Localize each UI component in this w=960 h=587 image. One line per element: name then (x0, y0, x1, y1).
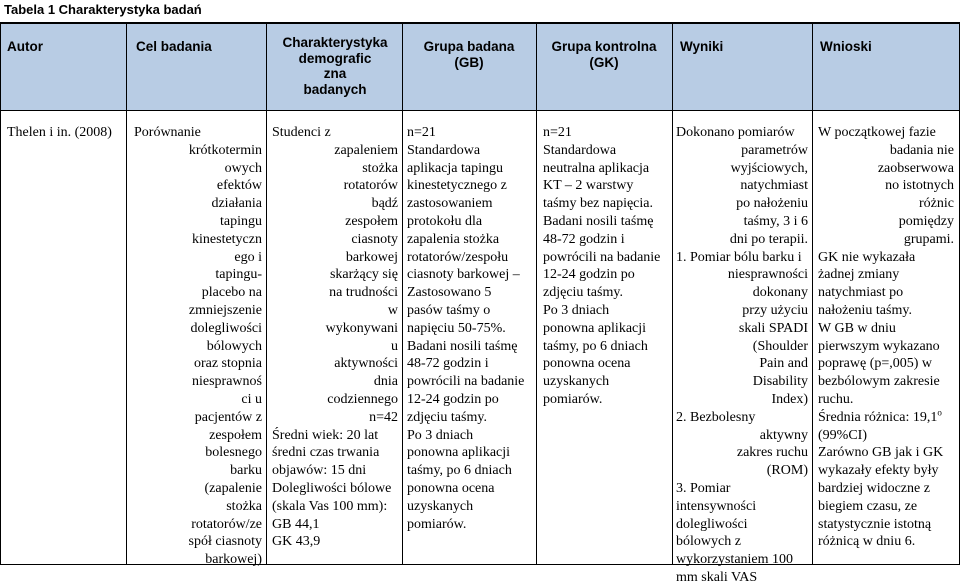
cell-line: Pain and (759, 356, 808, 372)
cell-line: uzyskanych (407, 498, 474, 514)
cell-line: niesprawnoś (192, 374, 262, 390)
cell-line: 2. Bezbolesny (676, 409, 756, 425)
cell-line: biegiem czasu, ze (818, 498, 918, 514)
cell-line: barkowej (345, 249, 398, 265)
cell-line: różnic (919, 196, 954, 212)
cell-line: Po 3 dniach (543, 302, 610, 318)
cell-line: protokołu dla (407, 213, 483, 229)
cell-line: n=21 (543, 125, 572, 140)
cell-line: po nałożeniu (736, 196, 808, 212)
cell-charakterystyka (272, 124, 398, 551)
cell-line: intensywności (676, 498, 757, 514)
rule-header-bottom (0, 110, 960, 111)
cell-line: powrócili na badanie (543, 249, 661, 265)
cell-line: uzyskanych (543, 374, 610, 390)
table-caption: Tabela 1 Charakterystyka badań (4, 2, 202, 17)
header-line: Grupa kontrolna (551, 39, 657, 54)
cell-line: Dokonano pomiarów (676, 125, 795, 140)
cell-line: krótkotermin (188, 142, 262, 158)
cell-line: neutralna aplikacja (543, 160, 650, 176)
header-line: Charakterystyka (282, 35, 388, 50)
cell-line: bólowych z (676, 534, 741, 550)
cell-line: Standardowa (543, 142, 617, 158)
cell-line: dolegliwości (190, 320, 262, 336)
header-wyniki: Wyniki (680, 39, 724, 54)
rule-top (0, 23, 960, 24)
cell-line: Studenci z (272, 125, 331, 140)
cell-line: wyjściowych, (730, 160, 808, 176)
cell-line: ponowna ocena (543, 356, 631, 372)
cell-line: (Shoulder (752, 338, 808, 354)
cell-line: Zarówno GB jak i GK (818, 445, 944, 461)
cell-line: 12-24 godzin po (407, 391, 499, 407)
cell-line: Zastosowano 5 (407, 285, 492, 301)
cell-line: (ROM) (766, 463, 808, 479)
cell-line: ruchu. (818, 391, 854, 407)
col-rule (402, 23, 403, 565)
cell-line: bezbólowym zakresie (818, 374, 940, 390)
cell-line: stożka (362, 160, 398, 176)
cell-line: pasów taśmy o (407, 302, 491, 318)
cell-line: 48-72 godzin i (407, 356, 489, 372)
cell-line: pomiarów. (543, 391, 603, 407)
cell-line: Badani nosili taśmę (407, 338, 518, 354)
header-line: demografic (298, 50, 372, 66)
cell-line: powrócili na badanie (407, 374, 525, 390)
cell-line: zdjęciu taśmy. (543, 285, 623, 301)
cell-line: ci u (241, 391, 262, 407)
cell-line: dokonany (752, 285, 808, 301)
cell-line: wykonywani (325, 320, 398, 336)
cell-line: ponowna ocena (407, 480, 495, 496)
col-rule (266, 23, 267, 565)
cell-line: efektów (216, 178, 262, 194)
cell-line: zapaleniem (334, 142, 398, 158)
cell-line: kinestetycznego z (407, 178, 507, 194)
cell-line: Standardowa (407, 142, 481, 158)
cell-grupa-badana (407, 124, 535, 533)
cell-line: bądź (371, 196, 398, 212)
cell-line: działania (211, 196, 262, 212)
cell-line: Dolegliwości bólowe (272, 480, 392, 496)
cell-line: GK nie wykazała (818, 249, 916, 265)
cell-line: Index) (771, 391, 808, 407)
col-rule (0, 23, 1, 565)
cell-line: przy użyciu (742, 302, 808, 318)
cell-line: u (391, 338, 398, 354)
cell-line: dnia (373, 374, 398, 390)
cell-line: (99%CI) (818, 427, 867, 443)
cell-line: bólowych (206, 338, 262, 354)
cell-line: na trudności (329, 285, 398, 301)
cell-line: placebo na (201, 285, 262, 301)
cell-line: badania nie (889, 142, 954, 158)
cell-line: ciasnoty (351, 231, 398, 247)
cell-line: wykorzystaniem 100 (676, 552, 794, 568)
cell-wyniki (676, 124, 808, 587)
cell-line: Po 3 dniach (407, 427, 474, 443)
cell-line: wykazały efekty były (818, 463, 939, 479)
cell-line: ego i (234, 249, 262, 265)
cell-line: średni czas trwania (272, 445, 380, 461)
header-grupa-badana (403, 39, 535, 70)
cell-line: skarżący się (329, 267, 398, 283)
cell-line: Średni wiek: 20 lat (272, 427, 379, 443)
cell-line: poprawę (p=,005) w (818, 356, 933, 372)
cell-line: aplikacja tapingu (407, 160, 504, 176)
cell-line: dolegliwości (676, 516, 748, 532)
cell-line: Disability (752, 374, 808, 390)
cell-line: bardziej widoczne z (818, 480, 930, 496)
cell-line: 3. Pomiar (676, 480, 731, 496)
cell-line: parametrów (741, 142, 808, 158)
cell-line: zdjęciu taśmy. (407, 409, 487, 425)
cell-line: GK 43,9 (272, 534, 321, 550)
degree-superscript: o (937, 407, 942, 418)
header-line: (GB) (454, 54, 484, 70)
cell-line: rotatorów/ze (191, 516, 262, 532)
header-line: zna (323, 66, 347, 81)
cell-line: zespołem (209, 427, 262, 443)
cell-line: skali SPADI (738, 320, 808, 336)
cell-line: żadnej zmiany (818, 267, 900, 283)
cell-line: tapingu (220, 213, 262, 229)
cell-line (818, 409, 954, 427)
cell-line: dni po terapii. (729, 231, 808, 247)
cell-line: stożka (226, 498, 262, 514)
cell-line: pierwszym wykazano (818, 338, 940, 354)
cell-line: taśmy, po 6 dniach (543, 338, 648, 354)
cell-line: aktywności (334, 356, 398, 372)
cell-line: mm skali VAS (676, 569, 758, 585)
cell-line: nałożeniu taśmy. (818, 302, 912, 318)
header-autor: Autor (7, 39, 43, 54)
cell-line: rotatorów/zespołu (407, 249, 509, 265)
cell-line: W GB w dniu (818, 320, 896, 336)
cell-line: 12-24 godzin po (543, 267, 635, 283)
header-cel-badania: Cel badania (136, 39, 212, 54)
cell-line: taśmy bez napięcia. (543, 196, 654, 212)
cell-line: pomiędzy (898, 213, 954, 229)
cell-line: bolesnego (205, 445, 262, 461)
header-line: (GK) (589, 54, 619, 70)
cell-line: niesprawności (727, 267, 808, 283)
cell-line: owych (224, 160, 262, 176)
col-rule (672, 23, 673, 565)
cell-line: taśmy, po 6 dniach (407, 463, 512, 479)
cell-line: 48-72 godzin i (543, 231, 625, 247)
cell-line: kinestetyczn (192, 231, 262, 247)
cell-line: barku (230, 463, 262, 479)
cell-line: spół ciasnoty (188, 534, 262, 550)
cell-line: pomiarów. (407, 516, 467, 532)
cell-line: natychmiast po (818, 285, 904, 301)
cell-line: ponowna aplikacji (407, 445, 511, 461)
cell-line: zespołem (345, 213, 398, 229)
header-charakterystyka (268, 35, 402, 97)
cell-line: W początkowej fazie (818, 125, 936, 140)
cell-line: Thelen i in. (2008) (7, 125, 112, 140)
cell-line: codziennego (327, 391, 398, 407)
cell-line: KT – 2 warstwy (543, 178, 634, 194)
header-line: Grupa badana (423, 39, 515, 54)
cell-line: zakres ruchu (736, 445, 808, 461)
cell-line: taśmy, 3 i 6 (743, 213, 808, 229)
cell-line: 1. Pomiar bólu barku i (676, 249, 802, 265)
cell-line: rotatorów (343, 178, 398, 194)
cell-line: (zapalenie (204, 480, 262, 496)
cell-line: zapalenia stożka (407, 231, 500, 247)
cell-line: GB 44,1 (272, 516, 320, 532)
cell-line: n=42 (369, 409, 398, 425)
cell-line: no istotnych (885, 178, 954, 194)
cell-line: Badani nosili taśmę (543, 213, 654, 229)
cell-line: pacjentów z (194, 409, 262, 425)
cell-line: ciasnoty barkowej – (407, 267, 520, 283)
cell-line: ponowna aplikacji (543, 320, 647, 336)
header-wnioski: Wnioski (820, 39, 872, 54)
cell-line: Porównanie (134, 125, 201, 140)
cell-line: statystycznie istotną (818, 516, 932, 532)
cell-cel-badania (128, 124, 262, 569)
cell-autor (7, 124, 123, 142)
mean-difference-text: Średnia różnica: 19,1 (818, 409, 938, 425)
cell-line: różnicą w dniu 6. (818, 534, 916, 550)
cell-line: natychmiast (740, 178, 808, 194)
cell-line: (skala Vas 100 mm): (272, 498, 388, 514)
cell-line: oraz stopnia (193, 356, 262, 372)
cell-line: zaobserwowa (877, 160, 954, 176)
col-rule (536, 23, 537, 565)
cell-line: tapingu- (215, 267, 262, 283)
cell-line: grupami. (903, 231, 954, 247)
cell-line: zastosowaniem (407, 196, 493, 212)
cell-line: napięciu 50-75%. (407, 320, 506, 336)
header-line: badanych (303, 81, 367, 97)
cell-line: w (387, 302, 398, 318)
cell-wnioski (818, 124, 954, 551)
col-rule (812, 23, 813, 565)
cell-line: n=21 (407, 125, 436, 140)
study-table (0, 23, 960, 585)
header-grupa-kontrolna (537, 39, 671, 70)
cell-line: objawów: 15 dni (272, 463, 367, 479)
cell-grupa-kontrolna (543, 124, 671, 409)
col-rule (126, 23, 127, 565)
cell-line: barkowej) (205, 552, 262, 568)
cell-line: aktywny (759, 427, 808, 443)
cell-line: zmniejszenie (188, 302, 262, 318)
